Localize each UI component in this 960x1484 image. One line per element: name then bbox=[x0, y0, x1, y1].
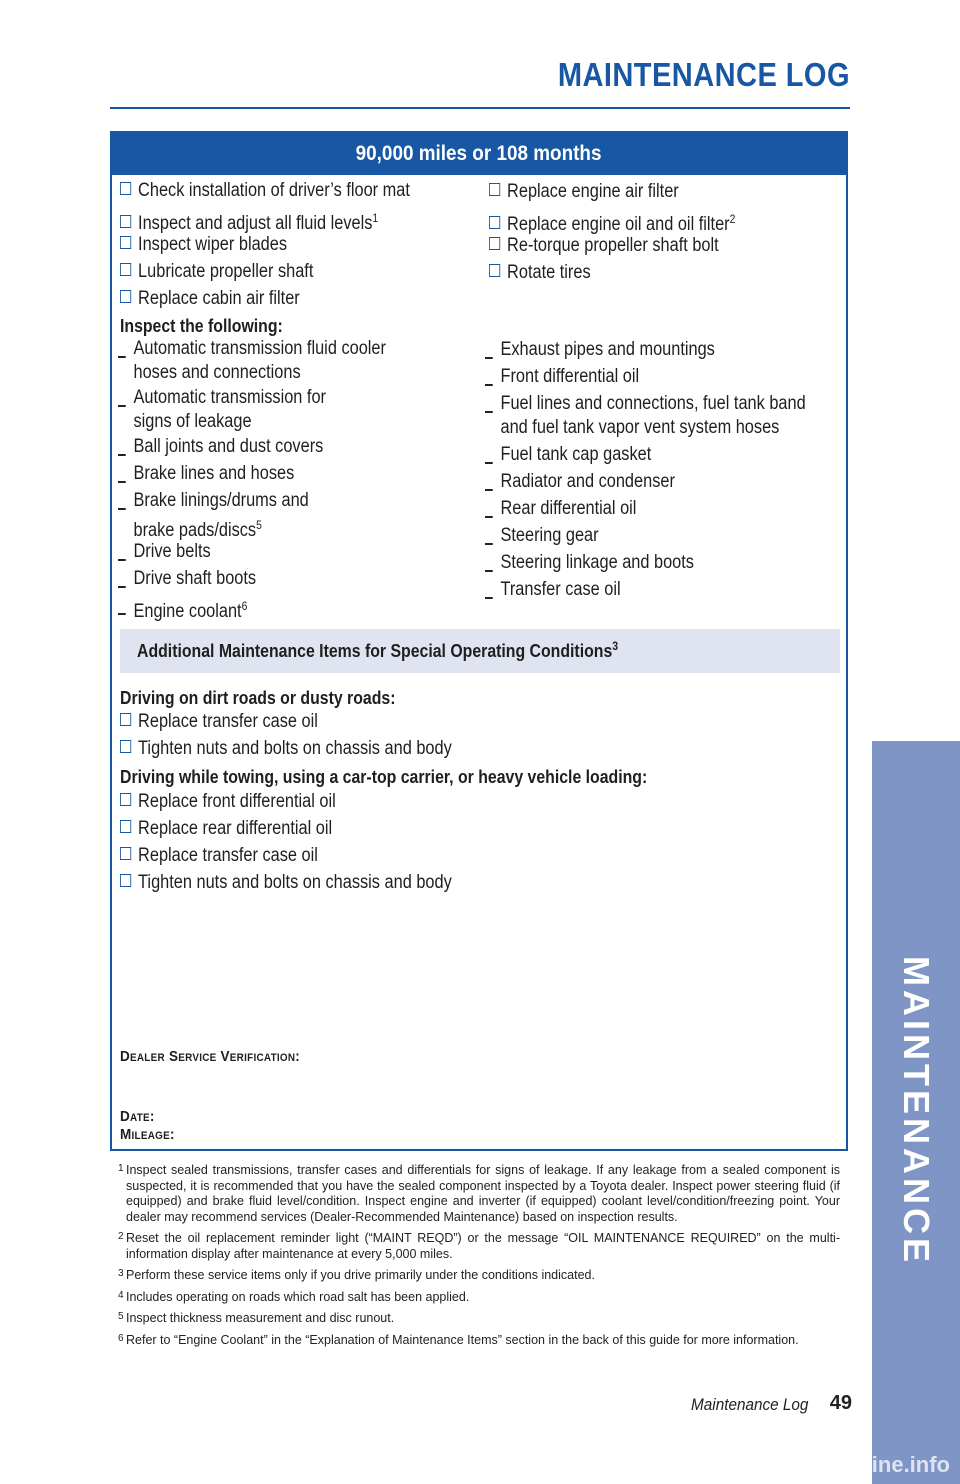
dirt-roads-heading: Driving on dirt roads or dusty roads: bbox=[120, 688, 396, 708]
footnote-ref: 5 bbox=[256, 518, 262, 532]
title-rule bbox=[110, 107, 850, 109]
checklist-item[interactable]: Tighten nuts and bolts on chassis and body bbox=[120, 871, 452, 895]
inspect-item: Automatic transmission for signs of leakage bbox=[118, 386, 326, 434]
checkbox[interactable] bbox=[120, 713, 131, 726]
checkbox[interactable] bbox=[120, 874, 131, 887]
checklist-item[interactable]: Check installation of driver’s floor mat bbox=[120, 179, 410, 203]
watermark: carmanualsonline.info bbox=[716, 1452, 950, 1477]
inspect-item: Steering linkage and boots bbox=[485, 551, 694, 575]
inspect-item: Rear differential oil bbox=[485, 497, 636, 521]
footnote-ref: 3 bbox=[612, 639, 619, 653]
checkbox[interactable] bbox=[120, 290, 131, 303]
footnote: 2 Reset the oil replacement reminder light (“MAINT REQD”) or the message “OIL MAINTENANCE REQUIRED” on the multi-information display after maintenance at every 5,000 miles. bbox=[118, 1231, 840, 1261]
side-tab bbox=[872, 741, 960, 1484]
dealer-verification-label: Dealer Service Verification: bbox=[120, 1048, 301, 1065]
checkbox[interactable] bbox=[120, 236, 131, 249]
interval-box bbox=[110, 131, 848, 1151]
checklist-item[interactable]: Replace transfer case oil bbox=[120, 844, 318, 868]
inspect-item: Drive shaft boots bbox=[118, 567, 256, 591]
inspect-heading: Inspect the following: bbox=[120, 316, 283, 336]
checkbox[interactable] bbox=[120, 215, 131, 228]
inspect-item: Front differential oil bbox=[485, 365, 639, 389]
inspect-item: Fuel lines and connections, fuel tank band and fuel tank vapor vent system hoses bbox=[485, 392, 806, 440]
footnote-ref: 1 bbox=[372, 211, 379, 225]
checklist-item[interactable]: Lubricate propeller shaft bbox=[120, 260, 313, 284]
inspect-item: Ball joints and dust covers bbox=[118, 435, 323, 459]
side-tab-label: MAINTENANCE bbox=[896, 956, 937, 1266]
checklist-item[interactable]: Inspect wiper blades bbox=[120, 233, 287, 257]
mileage-label: Mileage: bbox=[120, 1126, 175, 1143]
inspect-item: Brake linings/drums and brake pads/discs$^5$ bbox=[118, 489, 309, 543]
footnote-ref: 6 bbox=[241, 599, 248, 613]
footnotes bbox=[118, 1163, 840, 1354]
interval-header-text: 90,000 miles or 108 months bbox=[356, 142, 602, 165]
footnote: 4 Includes operating on roads which road salt has been applied. bbox=[118, 1289, 470, 1304]
towing-heading: Driving while towing, using a car-top carrier, or heavy vehicle loading: bbox=[120, 767, 648, 787]
checklist-item[interactable]: Replace transfer case oil bbox=[120, 710, 318, 734]
checklist-item[interactable]: Replace engine air filter bbox=[489, 180, 679, 204]
page-number: 49 bbox=[829, 1392, 852, 1414]
checklist-item[interactable]: Replace cabin air filter bbox=[120, 287, 300, 311]
inspect-item: Transfer case oil bbox=[485, 578, 621, 602]
checkbox[interactable] bbox=[120, 740, 131, 753]
checkbox[interactable] bbox=[120, 793, 131, 806]
checklist-item[interactable]: Re-torque propeller shaft bolt bbox=[489, 234, 719, 258]
checkbox[interactable] bbox=[120, 847, 131, 860]
checkbox[interactable] bbox=[489, 237, 500, 250]
page-title: MAINTENANCE LOG bbox=[557, 56, 850, 93]
inspect-item: Brake lines and hoses bbox=[118, 462, 294, 486]
checklist-item[interactable]: Inspect and adjust all fluid levels$^1$ bbox=[120, 206, 378, 236]
inspect-item: Radiator and condenser bbox=[485, 470, 675, 494]
additional-conditions-band bbox=[120, 629, 840, 673]
footnote: 1 Inspect sealed transmissions, transfer cases and differentials for signs of leakage. If any leakage from a sealed component is suspected, it is recommended that you have the sealed component inspected by a Toyota dealer. Inspect power steering fluid (if equipped) and brake fluid level/condition. Inspect engine and inverter (if equipped) coolant level/condition/freezing point. Your dealer may recommend services (Dealer-Recommended Maintenance) based on inspection results. bbox=[118, 1163, 840, 1224]
inspect-item: Steering gear bbox=[485, 524, 599, 548]
checkbox[interactable] bbox=[489, 264, 500, 277]
inspect-item: Engine coolant$^6$ bbox=[118, 594, 247, 624]
interval-header bbox=[112, 133, 846, 175]
date-label: Date: bbox=[120, 1108, 155, 1125]
inspect-item: Automatic transmission fluid cooler hoses and connections bbox=[118, 337, 386, 385]
checklist-item[interactable]: Replace engine oil and oil filter$^2$ bbox=[489, 207, 735, 237]
additional-conditions-title: Additional Maintenance Items for Special Operating Conditions$^3$ bbox=[137, 639, 619, 661]
inspect-item: Fuel tank cap gasket bbox=[485, 443, 651, 467]
checkbox[interactable] bbox=[489, 216, 500, 229]
checkbox[interactable] bbox=[120, 182, 131, 195]
inspect-item: Drive belts bbox=[118, 540, 211, 564]
checklist-item[interactable]: Rotate tires bbox=[489, 261, 591, 285]
footnote-ref: 2 bbox=[729, 212, 736, 226]
checkbox[interactable] bbox=[120, 820, 131, 833]
footnote: 6 Refer to “Engine Coolant” in the “Explanation of Maintenance Items” section in the back of this guide for more information. bbox=[118, 1332, 799, 1347]
footnote: 5 Inspect thickness measurement and disc runout. bbox=[118, 1311, 395, 1325]
checklist-item[interactable]: Replace front differential oil bbox=[120, 790, 336, 814]
inspect-item: Exhaust pipes and mountings bbox=[485, 338, 715, 362]
checklist-item[interactable]: Replace rear differential oil bbox=[120, 817, 332, 841]
footnote: 3 Perform these service items only if you drive primarily under the conditions indicated. bbox=[118, 1268, 595, 1282]
checkbox[interactable] bbox=[120, 263, 131, 276]
footer-section-label: Maintenance Log bbox=[690, 1395, 808, 1414]
checkbox[interactable] bbox=[489, 183, 500, 196]
checklist-item[interactable]: Tighten nuts and bolts on chassis and body bbox=[120, 737, 452, 761]
